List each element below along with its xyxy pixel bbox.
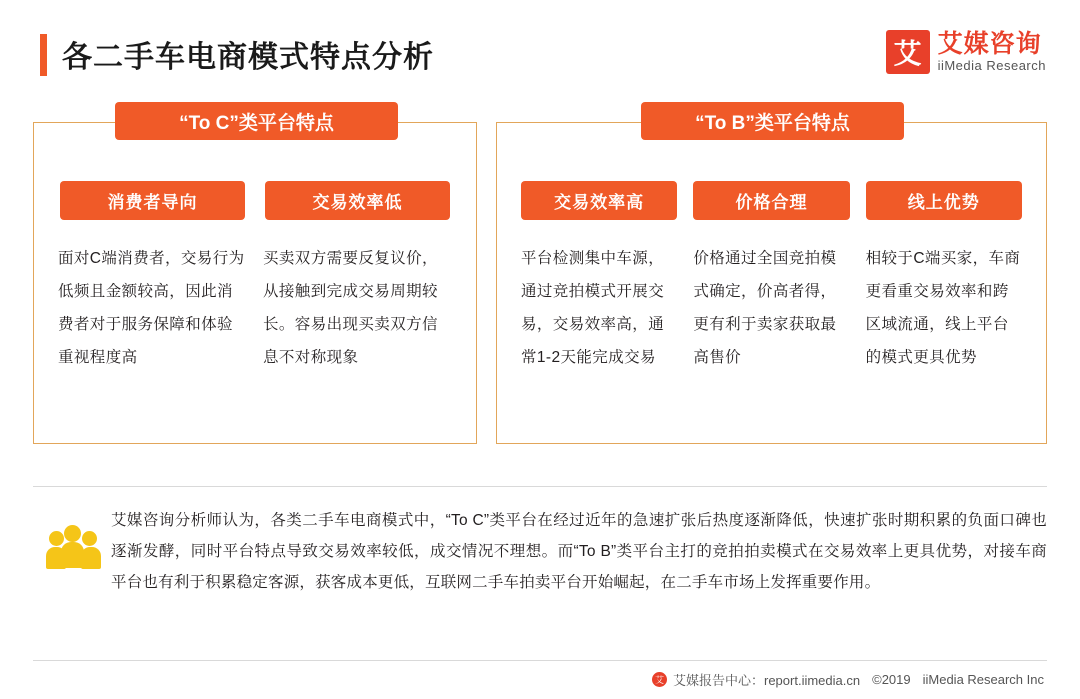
feature-description: 价格通过全国竞拍模式确定，价高者得，更有利于卖家获取最高售价 xyxy=(693,250,837,366)
feature-description: 面对C端消费者，交易行为低频且金额较高，因此消费者对于服务保障和体验重视程度高 xyxy=(58,250,245,366)
feature-chip: 消费者导向 xyxy=(60,181,245,220)
footer-company: iiMedia Research Inc xyxy=(922,672,1044,687)
footer-divider xyxy=(33,660,1047,661)
panel-heading-to-b: “To B”类平台特点 xyxy=(641,102,904,140)
feature-chip: 线上优势 xyxy=(866,181,1022,220)
brand-text xyxy=(938,30,1046,74)
people-icon xyxy=(33,523,111,571)
panel-heading-to-c: “To C”类平台特点 xyxy=(115,102,398,140)
feature-column xyxy=(513,181,685,374)
feature-column xyxy=(255,181,460,374)
feature-chip: 价格合理 xyxy=(693,181,849,220)
footer-copyright: ©2019 xyxy=(872,672,911,687)
analyst-note xyxy=(33,505,1047,598)
brand-name-cn: 艾媒咨询 xyxy=(937,30,1042,59)
feature-column xyxy=(858,181,1030,374)
title-accent-bar xyxy=(40,34,47,76)
brand-logo xyxy=(886,30,1046,74)
feature-chip: 交易效率高 xyxy=(521,181,677,220)
panel-to-c xyxy=(33,112,477,444)
brand-mark-icon: 艾 xyxy=(886,30,930,74)
footer-brand-icon: 艾 xyxy=(652,672,667,687)
feature-description: 平台检测集中车源，通过竞拍模式开展交易，交易效率高，通常1-2天能完成交易 xyxy=(521,250,665,366)
feature-column xyxy=(685,181,857,374)
feature-description: 买卖双方需要反复议价，从接触到完成交易周期较长。容易出现买卖双方信息不对称现象 xyxy=(263,250,438,366)
page-title: 各二手车电商模式特点分析 xyxy=(62,41,434,74)
feature-column xyxy=(50,181,255,374)
footer-site-label[interactable]: 艾媒报告中心：report.iimedia.cn xyxy=(673,673,861,688)
note-divider xyxy=(33,486,1047,487)
page-footer xyxy=(652,670,1044,689)
panel-columns-to-c xyxy=(34,181,476,374)
panel-to-b xyxy=(496,112,1047,444)
page-header xyxy=(0,18,1080,82)
panel-columns-to-b xyxy=(497,181,1046,374)
feature-chip: 交易效率低 xyxy=(265,181,450,220)
analyst-note-text: 艾媒咨询分析师认为，各类二手车电商模式中，“To C”类平台在经过近年的急速扩张后热度逐渐降低，快速扩张时期积累的负面口碑也逐渐发酵，同时平台特点导致交易效率较低，成交情况不理想。而“To B”类平台主打的竞拍拍卖模式在交易效率上更具优势，对接车商平台也有利于积累稳定客源，获客成本更低，互联网二手车拍卖平台开始崛起，在二手车市场上发挥重要作用。 xyxy=(111,512,1047,591)
brand-name-en: iiMedia Research xyxy=(937,57,1046,73)
feature-description: 相较于C端买家，车商更看重交易效率和跨区域流通，线上平台的模式更具优势 xyxy=(865,250,1021,366)
